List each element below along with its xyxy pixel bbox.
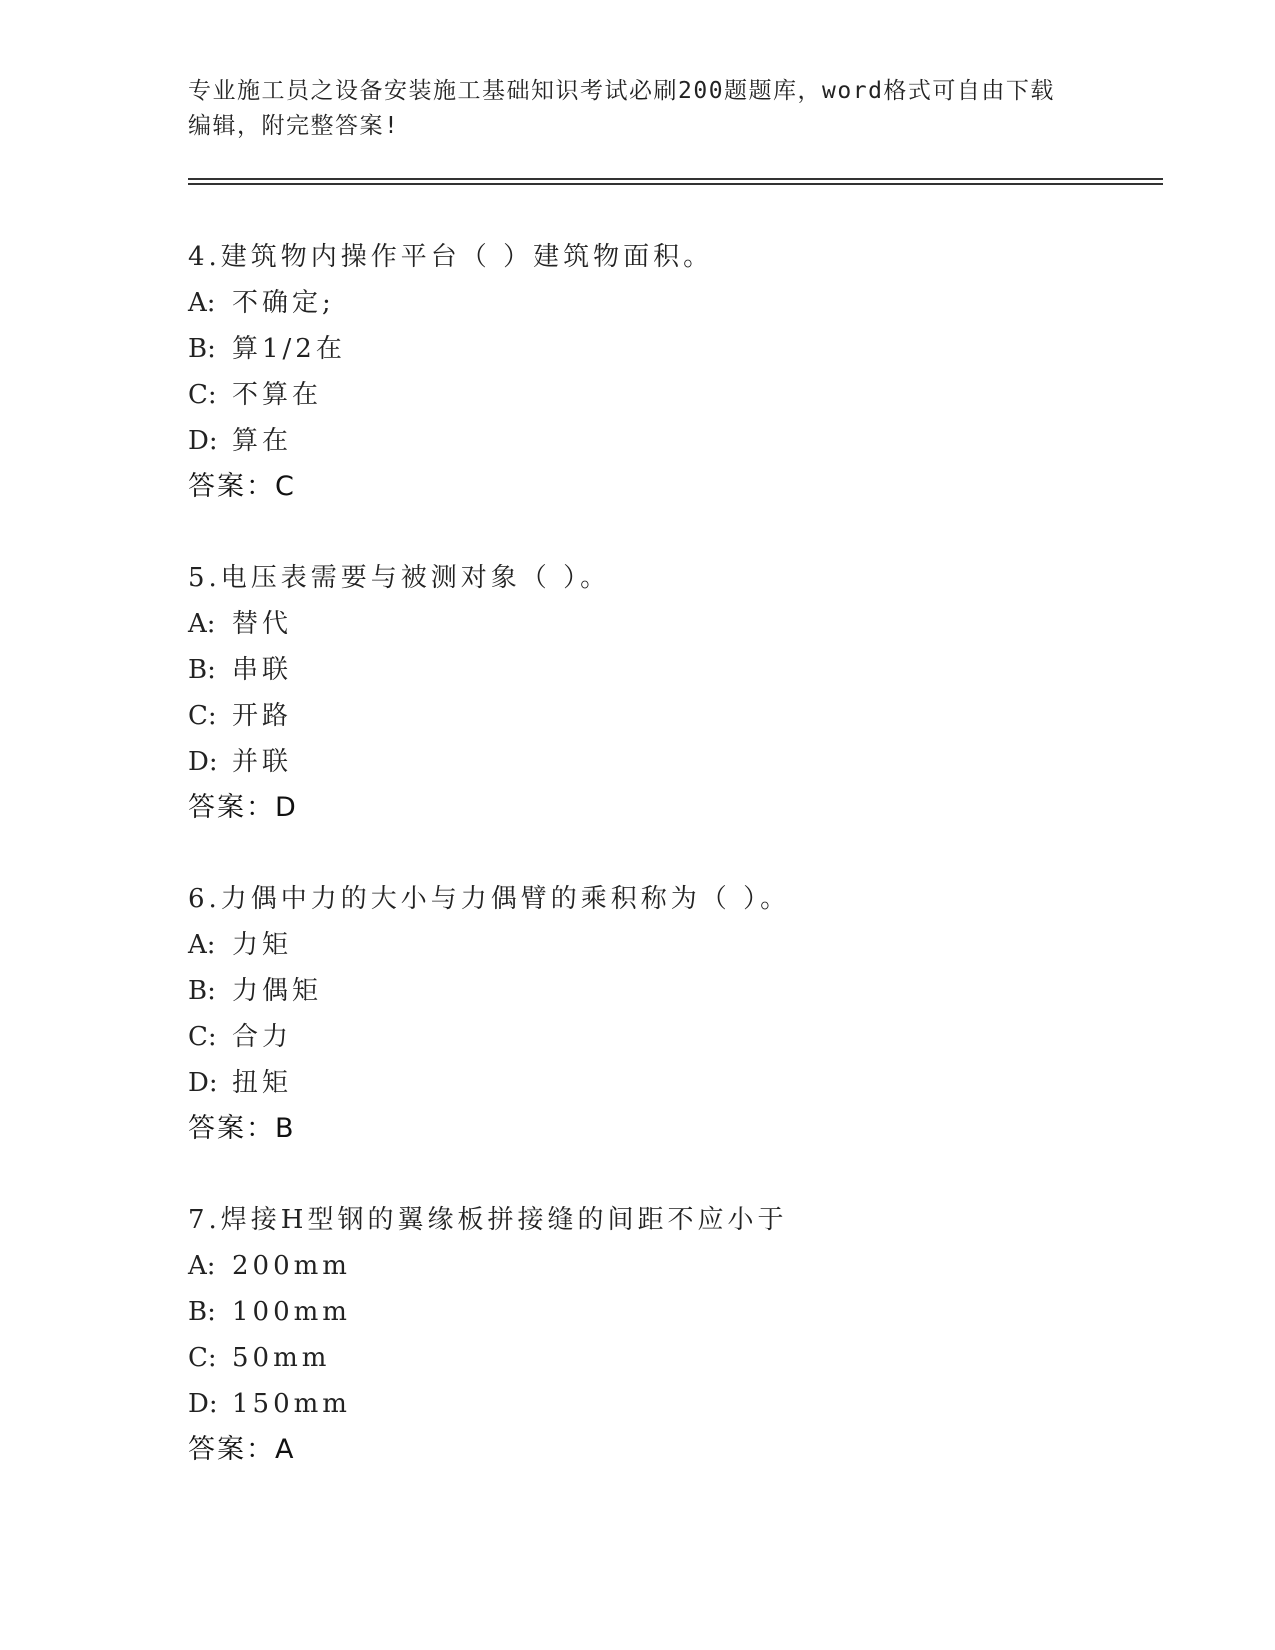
option-b xyxy=(188,1289,1168,1335)
option-label: B: xyxy=(188,655,216,685)
option-a xyxy=(188,1243,1168,1289)
option-text: 50mm xyxy=(232,1343,331,1373)
question-stem: 7.焊接H型钢的翼缘板拼接缝的间距不应小于 xyxy=(188,1205,788,1235)
option-text: 力矩 xyxy=(232,930,293,960)
header-divider-bottom xyxy=(188,183,1163,185)
option-label: D: xyxy=(188,1389,218,1419)
option-text: 算在 xyxy=(232,426,293,456)
option-c xyxy=(188,372,1168,418)
header-divider-top xyxy=(188,178,1163,180)
option-d xyxy=(188,1381,1168,1427)
option-text: 150mm xyxy=(232,1389,351,1419)
question-stem: 5.电压表需要与被测对象（ ）。 xyxy=(188,563,611,593)
answer-line: 答案：A xyxy=(188,1434,296,1465)
option-c xyxy=(188,693,1168,739)
answer-line: 答案：C xyxy=(188,471,296,502)
option-text: 100mm xyxy=(232,1297,351,1327)
option-text: 力偶矩 xyxy=(232,976,323,1006)
question-6 xyxy=(188,876,1168,1152)
option-c xyxy=(188,1335,1168,1381)
header-title-line-1: 专业施工员之设备安装施工基础知识考试必刷200题题库，word格式可自由下载 xyxy=(188,78,1055,104)
option-label: A: xyxy=(188,930,216,960)
option-b xyxy=(188,326,1168,372)
option-label: A: xyxy=(188,1251,216,1281)
option-text: 算1/2在 xyxy=(232,334,346,364)
option-c xyxy=(188,1014,1168,1060)
option-text: 并联 xyxy=(232,747,293,777)
option-label: B: xyxy=(188,334,216,364)
option-b xyxy=(188,968,1168,1014)
option-label: C: xyxy=(188,1343,217,1373)
option-label: A: xyxy=(188,609,216,639)
option-label: D: xyxy=(188,426,218,456)
question-7 xyxy=(188,1197,1168,1473)
question-stem: 6.力偶中力的大小与力偶臂的乘积称为（ ）。 xyxy=(188,884,791,914)
option-label: C: xyxy=(188,701,217,731)
option-text: 扭矩 xyxy=(232,1068,293,1098)
option-label: B: xyxy=(188,976,216,1006)
option-label: C: xyxy=(188,380,217,410)
option-text: 替代 xyxy=(232,609,293,639)
question-stem: 4.建筑物内操作平台（ ）建筑物面积。 xyxy=(188,242,714,272)
option-a xyxy=(188,922,1168,968)
question-5 xyxy=(188,555,1168,831)
answer-line: 答案：B xyxy=(188,1113,296,1144)
option-a xyxy=(188,280,1168,326)
option-b xyxy=(188,647,1168,693)
option-text: 开路 xyxy=(232,701,293,731)
question-4 xyxy=(188,234,1168,510)
option-text: 200mm xyxy=(232,1251,351,1281)
option-label: B: xyxy=(188,1297,216,1327)
option-a xyxy=(188,601,1168,647)
option-label: D: xyxy=(188,747,218,777)
option-text: 合力 xyxy=(232,1022,293,1052)
header-title-line-2: 编辑，附完整答案! xyxy=(188,113,400,139)
option-d xyxy=(188,739,1168,785)
option-d xyxy=(188,418,1168,464)
option-label: A: xyxy=(188,288,216,318)
option-label: D: xyxy=(188,1068,218,1098)
option-text: 不确定; xyxy=(232,288,335,318)
option-text: 串联 xyxy=(232,655,293,685)
option-text: 不算在 xyxy=(232,380,323,410)
document-header xyxy=(188,74,1088,144)
option-d xyxy=(188,1060,1168,1106)
option-label: C: xyxy=(188,1022,217,1052)
answer-line: 答案：D xyxy=(188,792,298,823)
